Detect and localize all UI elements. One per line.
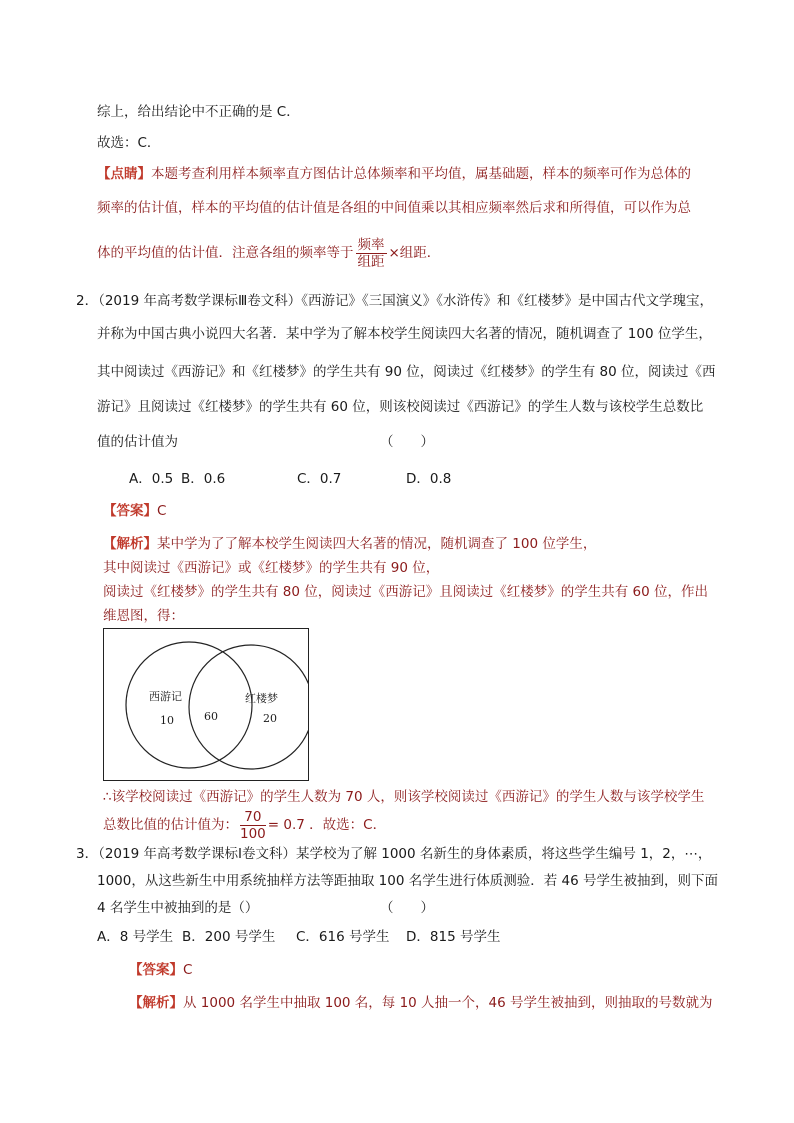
fraction-denominator: 组距 (357, 253, 385, 270)
answer-value: C (157, 503, 167, 519)
q3-line-1: 3．（2019 年高考数学课标Ⅰ卷文科）某学校为了解 1000 名新生的身体素质，将这些学生编号 1，2，⋯， (76, 846, 712, 862)
jiexi-text-1: 从 1000 名学生中抽取 100 名，每 10 人抽一个，46 号学生被抽到，则抽取的号数就为 (183, 995, 713, 1011)
q2-answer-blank: （ ） (380, 434, 434, 450)
q2-line-5: 值的估计值为 (97, 434, 178, 450)
q2-jiexi-line-1 (103, 535, 596, 553)
venn-circle-hongloumeng (189, 645, 308, 769)
jiexi-text-1: 某中学为了了解本校学生阅读四大名著的情况，随机调查了 100 位学生， (157, 536, 597, 552)
q2-line-1: 2．（2019 年高考数学课标Ⅲ卷文科）《西游记》《三国演义》《水浒传》和《红楼梦》是中国古代文学瑰宝， (76, 293, 714, 309)
q2-conclusion-2 (103, 808, 386, 842)
fraction-numerator: 70 (240, 809, 266, 826)
venn-value-right-only: 20 (263, 712, 277, 725)
q2-conclusion-text: 总数比值的估计值为： (103, 817, 238, 833)
q2-jiexi-line-3: 阅读过《红楼梦》的学生共有 80 位，阅读过《西游记》且阅读过《红楼梦》的学生共有 60 位，作出 (103, 584, 709, 600)
q3-jiexi-line-1 (129, 994, 713, 1012)
venn-value-left-only: 10 (160, 714, 174, 727)
dianjing-line-2: 频率的估计值，样本的平均值的估计值是各组的中间值乘以其相应频率然后求和所得值，可以作为总 (97, 200, 691, 216)
venn-label-xiyouji: 西游记 (149, 690, 182, 703)
q2-line-3: 其中阅读过《西游记》和《红楼梦》的学生共有 90 位，阅读过《红楼梦》的学生有 80 位，阅读过《西 (97, 364, 716, 380)
q3-line-3: 4 名学生中被抽到的是（） (97, 900, 259, 916)
dianjing-text-3b: ×组距． (388, 245, 441, 261)
dianjing-text-1: 本题考查利用样本频率直方图估计总体频率和平均值，属基础题，样本的频率可作为总体的 (151, 166, 691, 182)
q2-conclusion-result: = 0.7 ．故选：C． (267, 817, 387, 833)
q3-option-a: A．8 号学生 (97, 929, 174, 945)
q3-answer (129, 961, 192, 979)
fraction-freq-over-width (356, 237, 387, 270)
q2-option-d: D．0.8 (406, 471, 452, 487)
q2-jiexi-line-4: 维恩图，得： (103, 608, 184, 624)
answer-tag: 【答案】 (103, 503, 157, 519)
q3-option-d: D．815 号学生 (406, 929, 501, 945)
answer-value: C (183, 962, 193, 978)
dianjing-text-3: 体的平均值的估计值．注意各组的频率等于 (97, 245, 354, 261)
jiexi-tag: 【解析】 (103, 536, 157, 552)
q2-line-4: 游记》且阅读过《红楼梦》的学生共有 60 位，则该校阅读过《西游记》的学生人数与该校学生总数比 (97, 399, 704, 415)
q3-option-c: C．616 号学生 (296, 929, 390, 945)
jiexi-tag: 【解析】 (129, 995, 183, 1011)
venn-diagram (103, 628, 309, 781)
q2-option-c: C．0.7 (297, 471, 342, 487)
q3-answer-blank: （ ） (380, 900, 434, 916)
q2-option-a: A．0.5 (129, 471, 174, 487)
fraction-denominator: 100 (240, 825, 266, 842)
q2-conclusion-1: ∴该学校阅读过《西游记》的学生人数为 70 人，则该学校阅读过《西游记》的学生人数与该学校学生 (103, 789, 705, 805)
q2-option-b: B．0.6 (181, 471, 226, 487)
prev-conclusion: 综上，给出结论中不正确的是 C． (97, 104, 300, 120)
dianjing-line-1 (97, 165, 691, 183)
venn-label-hongloumeng: 红楼梦 (245, 692, 278, 705)
q2-jiexi-line-2: 其中阅读过《西游记》或《红楼梦》的学生共有 90 位， (103, 560, 440, 576)
fraction-numerator: 频率 (357, 236, 385, 253)
answer-tag: 【答案】 (129, 962, 183, 978)
q2-answer (103, 502, 166, 520)
fraction-70-over-100 (240, 809, 266, 842)
dianjing-tag: 【点睛】 (97, 166, 151, 182)
dianjing-line-3 (97, 236, 440, 270)
q2-line-2: 并称为中国古典小说四大名著．某中学为了解本校学生阅读四大名著的情况，随机调查了 100 位学生， (97, 326, 712, 342)
q3-line-2: 1000，从这些新生中用系统抽样方法等距抽取 100 名学生进行体质测验．若 46 号学生被抽到，则下面 (97, 873, 718, 889)
venn-value-both: 60 (204, 710, 218, 723)
q3-option-b: B．200 号学生 (182, 929, 276, 945)
prev-choice: 故选：C． (97, 135, 161, 151)
